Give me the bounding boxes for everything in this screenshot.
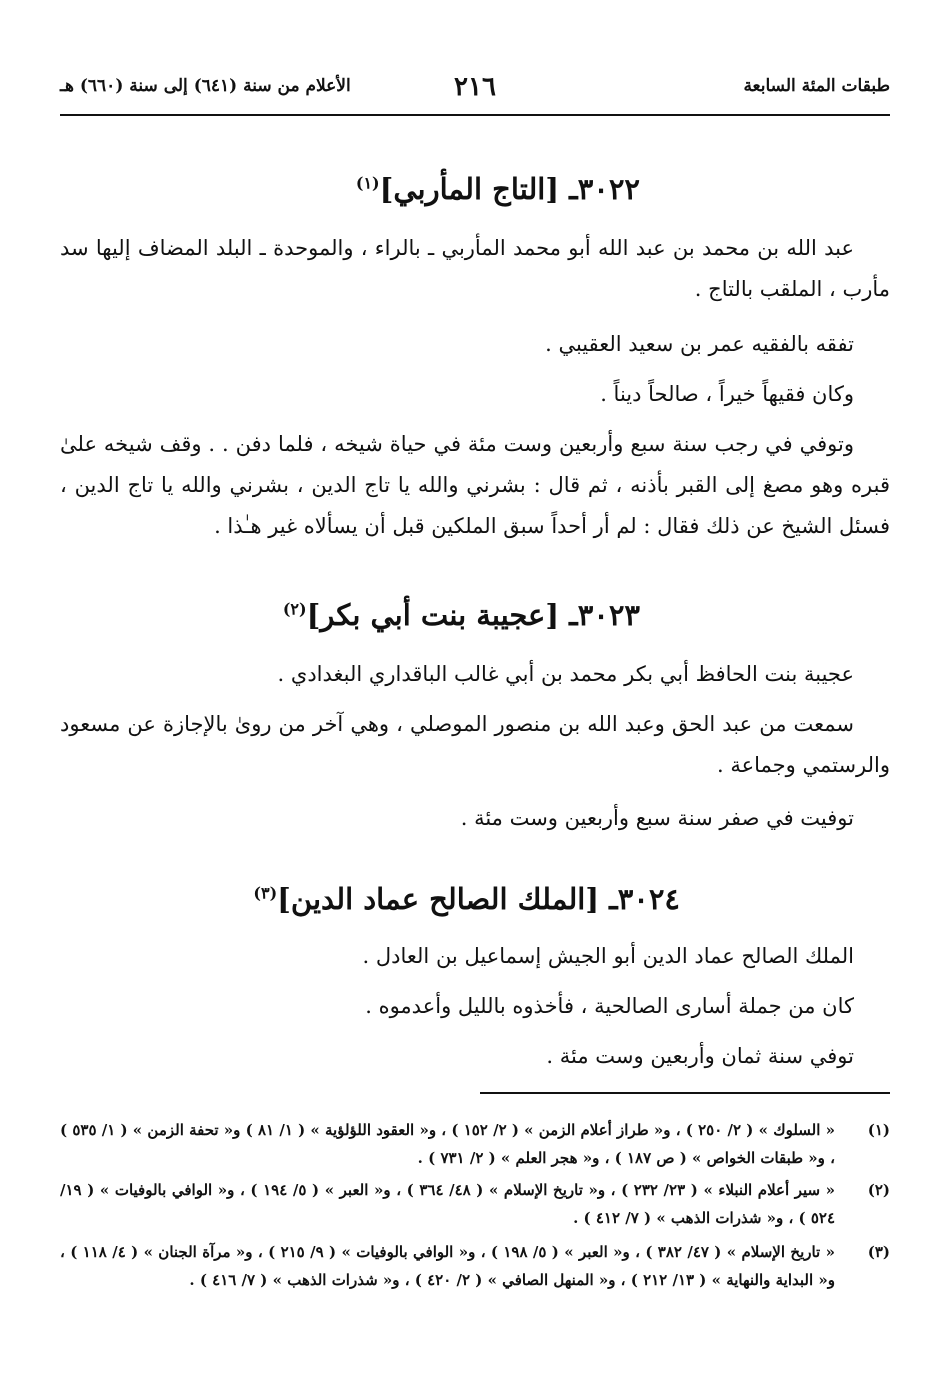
- entry-title-text: ٣٠٢٤ـ [الملك الصالح عماد الدين]: [277, 882, 680, 916]
- entry-paragraph: كان من جملة أسارى الصالحية ، فأخذوه بالليل وأعدموه .: [365, 994, 854, 1018]
- running-header: [60, 70, 890, 110]
- footnote-3: [60, 1238, 890, 1294]
- header-range-title: الأعلام من سنة (٦٤١) إلى سنة (٦٦٠) هـ: [60, 76, 351, 96]
- entry-paragraph: تفقه بالفقيه عمر بن سعيد العقيبي .: [545, 332, 854, 356]
- footnote-number: (١): [867, 1121, 890, 1139]
- footnote-mark: (٢): [282, 599, 307, 619]
- footnote-divider: [480, 1092, 890, 1094]
- header-section-title: طبقات المئة السابعة: [743, 76, 890, 96]
- header-divider: [60, 114, 890, 116]
- footnote-text: « السلوك » ( ٢/ ٢٥٠ ) ، و« طراز أعلام الزمن » ( ٢/ ١٥٢ ) ، و« العقود اللؤلؤية » ( ١/ ٨١ ) و« تحفة الزمن » ( ١/ ٥٣٥ ) ، و« طبقات الخواص » ( ص ١٨٧ ) ، و« هجر العلم » ( ٢/ ٧٣١ ) .: [60, 1121, 836, 1167]
- footnote-mark: (٣): [253, 883, 278, 903]
- entry-title-3024: [253, 882, 680, 916]
- footnote-number: (٣): [867, 1243, 890, 1261]
- entry-title-3022: [356, 172, 640, 206]
- footnote-mark: (١): [355, 173, 380, 193]
- entry-paragraph: سمعت من عبد الحق وعبد الله بن منصور الموصلي ، وهي آخر من روىٰ بالإجازة عن مسعود والرستمي وجماعة .: [60, 712, 890, 777]
- footnote-1: [60, 1116, 890, 1172]
- footnote-text: « سير أعلام النبلاء » ( ٢٣/ ٢٣٢ ) ، و« تاريخ الإسلام » ( ٤٨/ ٣٦٤ ) ، و« العبر » ( ٥/ ١٩٤ ) ، و« الوافي بالوفيات » ( ١٩/ ٥٢٤ ) ، و« شذرات الذهب » ( ٧/ ٤١٢ ) .: [60, 1181, 836, 1227]
- entry-paragraph: الملك الصالح عماد الدين أبو الجيش إسماعيل بن العادل .: [362, 944, 854, 968]
- entry-paragraph: وتوفي في رجب سنة سبع وأربعين وست مئة في حياة شيخه ، فلما دفن . . وقف شيخه علىٰ قبره وهو مصغ إلى القبر بأذنه ، ثم قال : بشرني والله يا تاج الدين ، بشرني والله يا تاج الدين ، فسئل الشيخ عن ذلك فقال : لم أر أحداً سبق الملكين قبل أن يسألاه غير هـٰذا .: [60, 432, 890, 538]
- footnote-text: « تاريخ الإسلام » ( ٤٧/ ٣٨٢ ) ، و« العبر » ( ٥/ ١٩٨ ) ، و« الوافي بالوفيات » ( ٩/ ٢١٥ ) ، و« مرآة الجنان » ( ٤/ ١١٨ ) ، و« البداية والنهاية » ( ١٣/ ٢١٢ ) ، و« المنهل الصافي » ( ٢/ ٤٢٠ ) ، و« شذرات الذهب » ( ٧/ ٤١٦ ) .: [60, 1243, 835, 1289]
- entry-title-text: ٣٠٢٣ـ [عجيبة بنت أبي بكر]: [306, 598, 640, 632]
- entry-title-3023: [283, 598, 640, 632]
- entry-paragraph: وكان فقيهاً خيراً ، صالحاً ديناً .: [600, 382, 854, 406]
- page-number: ٢١٦: [454, 72, 496, 102]
- entry-paragraph: توفي سنة ثمان وأربعين وست مئة .: [546, 1044, 854, 1068]
- entry-title-text: ٣٠٢٢ـ [التاج المأربي]: [379, 172, 640, 206]
- footnote-2: [60, 1176, 890, 1232]
- entry-paragraph: عبد الله بن محمد بن عبد الله أبو محمد المأربي ـ بالراء ، والموحدة ـ البلد المضاف إليها سد مأرب ، الملقب بالتاج .: [60, 236, 890, 301]
- footnote-number: (٢): [867, 1181, 890, 1199]
- entry-paragraph: عجيبة بنت الحافظ أبي بكر محمد بن أبي غالب الباقداري البغدادي .: [277, 662, 854, 686]
- entry-paragraph: توفيت في صفر سنة سبع وأربعين وست مئة .: [460, 806, 854, 830]
